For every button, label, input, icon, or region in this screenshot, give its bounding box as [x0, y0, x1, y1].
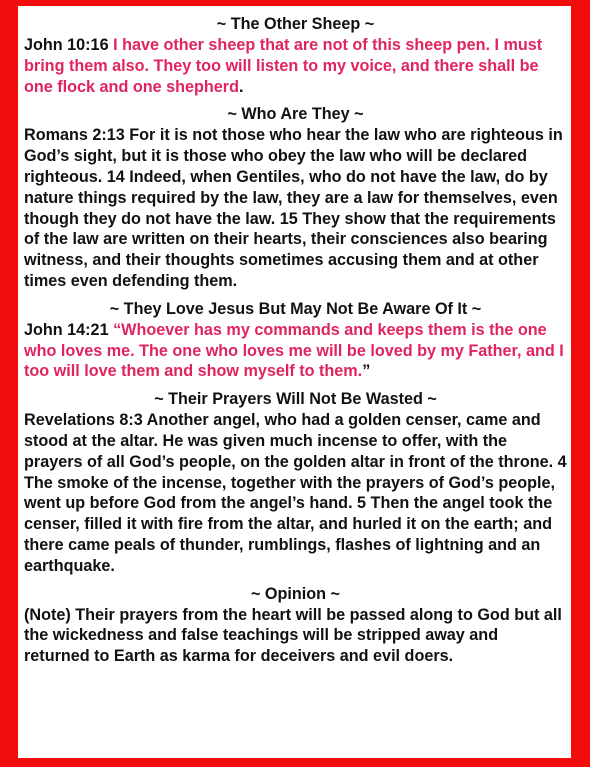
section-body	[24, 320, 567, 382]
quote-end-punctuation: .	[238, 77, 244, 96]
section-love-jesus	[24, 299, 567, 382]
section-heading: ~ Who Are They ~	[227, 105, 364, 124]
section-heading: ~ Opinion ~	[250, 584, 341, 603]
document-page	[18, 6, 571, 758]
quote-end-punctuation: ”	[362, 362, 371, 381]
section-other-sheep	[24, 14, 567, 97]
section-who-are-they	[24, 104, 567, 291]
section-body	[24, 125, 567, 291]
verse-quote: I have other sheep that are not of this sheep pen. I must bring them also. They too will listen to my voice, and there shall be one flock and one shepherd	[24, 36, 543, 96]
section-heading: ~ The Other Sheep ~	[216, 15, 375, 33]
verse-reference: John 14:21	[24, 320, 109, 339]
verse-quote: “Whoever has my commands and keeps them is the one who loves me. The one who loves me will be loved by my Father, and I too will love them and show myself to them.	[24, 320, 564, 381]
section-heading: ~ Their Prayers Will Not Be Wasted ~	[154, 390, 437, 409]
section-prayers	[24, 389, 567, 576]
section-opinion	[24, 584, 567, 667]
section-body	[24, 35, 567, 97]
verse-text: For it is not those who hear the law who are righteous in God’s sight, but it is those who obey the law who will be declared righteous. 14 Indeed, when Gentiles, who do not have the law, do by nature things required by the law, they are a law for themselves, even though they do not have the law. 15 They show that the requirements of the law are written on their hearts, their consciences also bearing witness, and their thoughts sometimes accusing them and at other times even defending them.	[24, 126, 563, 290]
section-body: (Note) Their prayers from the heart will be passed along to God but all the wickedness and false teachings will be stripped away and returned to Earth as karma for deceivers and evil doers.	[24, 605, 562, 666]
section-heading: ~ They Love Jesus But May Not Be Aware Of It ~	[109, 299, 482, 318]
verse-reference: Romans 2:13	[24, 126, 125, 145]
verse-reference: Revelations 8:3	[24, 411, 143, 430]
verse-reference: John 10:16	[24, 36, 109, 54]
section-body	[24, 410, 567, 576]
verse-text: Another angel, who had a golden censer, came and stood at the altar. He was given much incense to offer, with the prayers of all God’s people, on the golden altar in front of the throne. 4 The smoke of the incense, together with the prayers of God’s people, went up before God from the angel’s hand. 5 Then the angel took the censer, filled it with fire from the altar, and hurled it on the earth; and there came peals of thunder, rumblings, flashes of lightning and an earthquake.	[24, 411, 567, 575]
